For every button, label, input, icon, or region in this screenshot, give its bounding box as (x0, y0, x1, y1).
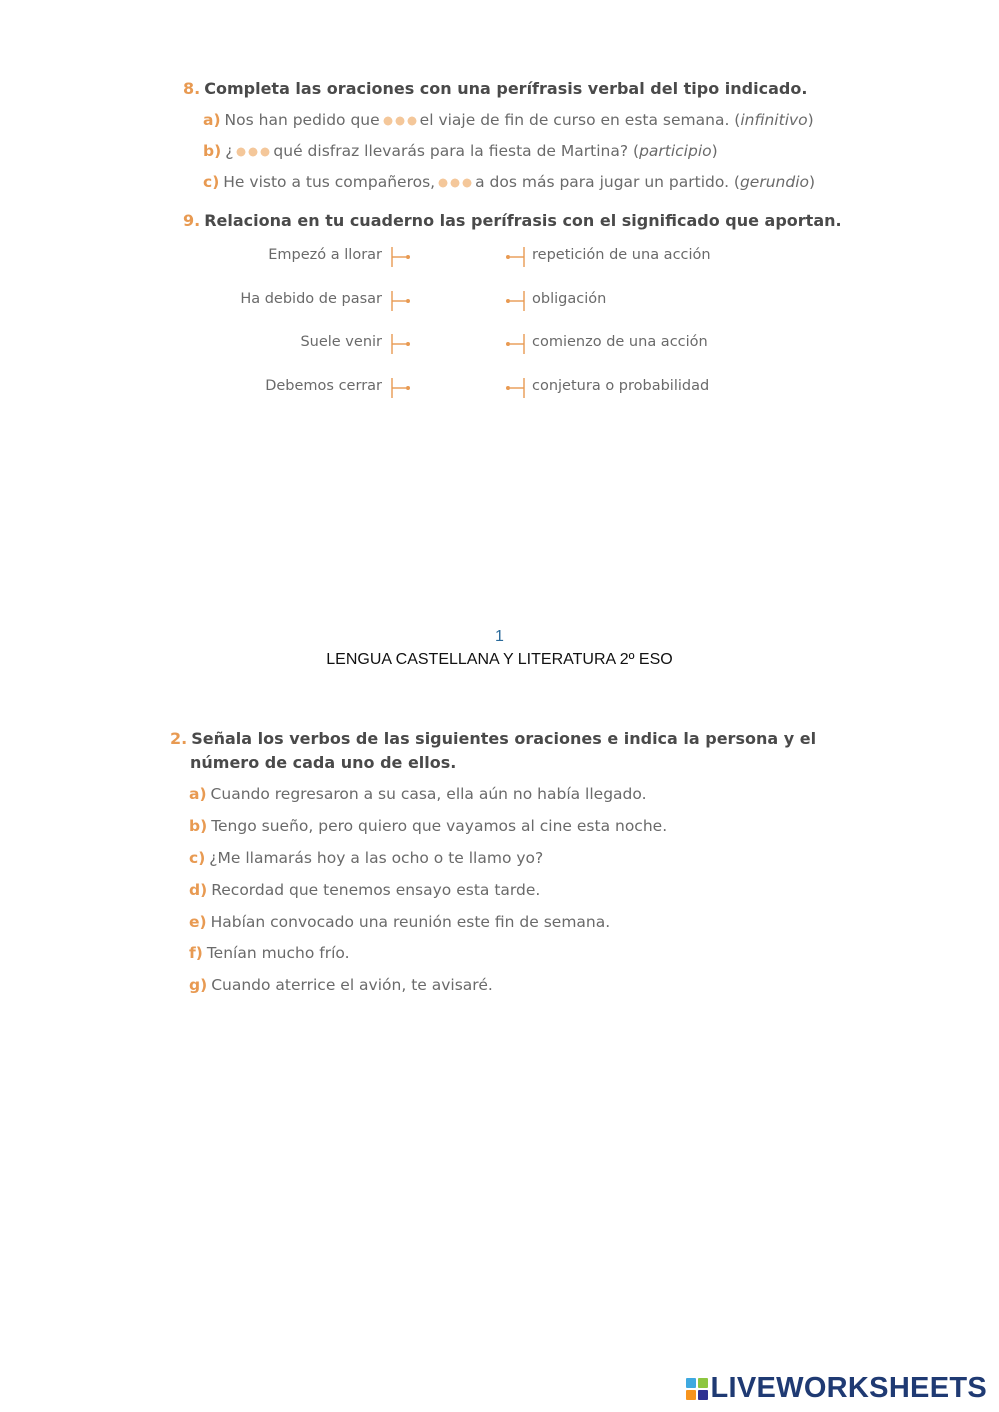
exercise-8-title: 8. Completa las oraciones con una perífrasis verbal del tipo indicado. (183, 79, 808, 98)
match-right-item: obligación (532, 291, 607, 307)
exercise-8-item-b: b) ¿ qué disfraz llevarás para la fiesta de Martina? (participio) (203, 142, 718, 160)
logo-text: LIVEWORKSHEETS (710, 1372, 987, 1404)
match-left-item: Empezó a llorar (268, 247, 382, 263)
exercise-9-title: 9. Relaciona en tu cuaderno las perífrasis con el significado que aportan. (183, 211, 842, 230)
page-number: 1 (495, 628, 504, 645)
fill-blank[interactable] (236, 147, 270, 157)
match-left-connector[interactable] (390, 245, 416, 269)
exercise-2-title: 2. Señala los verbos de las siguientes oraciones e indica la persona y el (170, 729, 817, 748)
match-left-item: Ha debido de pasar (240, 291, 382, 307)
match-left-connector[interactable] (390, 332, 416, 356)
match-right-connector[interactable] (502, 245, 528, 269)
page-title: LENGUA CASTELLANA Y LITERATURA 2º ESO (326, 651, 673, 668)
exercise-2-item-a: a) Cuando regresaron a su casa, ella aún no había llegado. (189, 785, 647, 803)
exercise-8-number: 8. (183, 79, 201, 98)
match-right-item: conjetura o probabilidad (532, 378, 710, 394)
exercise-8-item-a: a) Nos han pedido que el viaje de fin de curso en esta semana. (infinitivo) (203, 111, 814, 129)
exercise-2-item-g: g) Cuando aterrice el avión, te avisaré. (189, 976, 493, 994)
exercise-2-item-e: e) Habían convocado una reunión este fin de semana. (189, 913, 611, 931)
match-right-item: repetición de una acción (532, 247, 711, 263)
fill-blank[interactable] (383, 116, 417, 126)
exercise-9-number: 9. (183, 211, 201, 230)
match-right-item: comienzo de una acción (532, 334, 708, 350)
exercise-2-title-line2: número de cada uno de ellos. (190, 753, 457, 772)
match-left-item: Suele venir (300, 334, 382, 350)
match-left-connector[interactable] (390, 376, 416, 400)
exercise-2-item-d: d) Recordad que tenemos ensayo esta tarde. (189, 881, 541, 899)
match-right-connector[interactable] (502, 332, 528, 356)
exercise-2-item-b: b) Tengo sueño, pero quiero que vayamos al cine esta noche. (189, 817, 668, 835)
exercise-2-number: 2. (170, 729, 188, 748)
exercise-2-item-c: c) ¿Me llamarás hoy a las ocho o te llamo yo? (189, 849, 544, 867)
match-left-connector[interactable] (390, 289, 416, 313)
match-left-item: Debemos cerrar (265, 378, 382, 394)
exercise-2-item-f: f) Tenían mucho frío. (189, 944, 350, 962)
logo-blocks-icon (686, 1378, 708, 1400)
fill-blank[interactable] (438, 178, 472, 188)
match-right-connector[interactable] (502, 289, 528, 313)
liveworksheets-logo[interactable] (686, 1372, 988, 1405)
match-right-connector[interactable] (502, 376, 528, 400)
exercise-8-item-c: c) He visto a tus compañeros, a dos más para jugar un partido. (gerundio) (203, 173, 816, 191)
